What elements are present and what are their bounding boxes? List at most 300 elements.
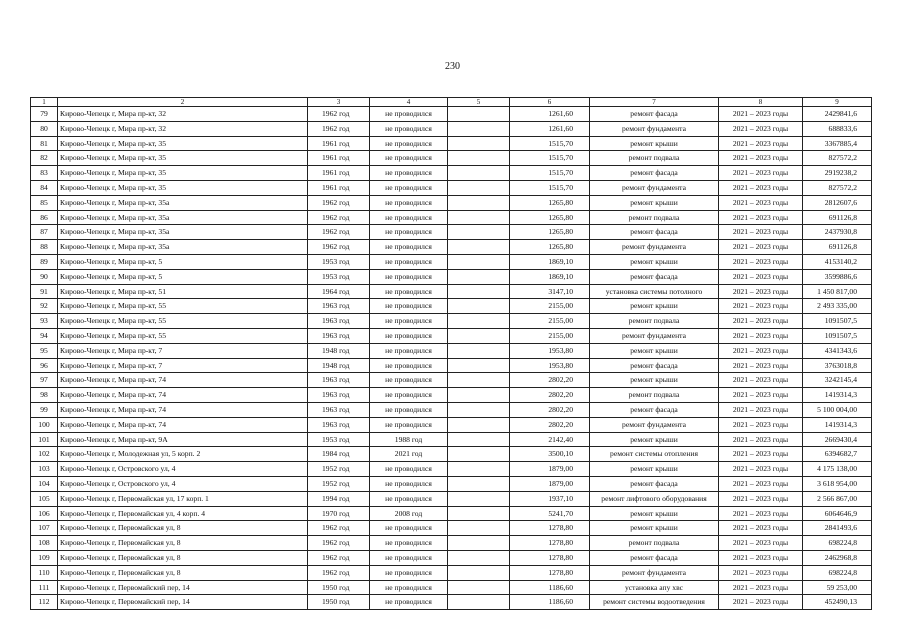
area-cell: 3147,10 [510,284,590,299]
row-number-cell: 85 [31,195,58,210]
last-repair-year-cell: не проводился [370,417,448,432]
address-cell: Кирово-Чепецк г, Первомайская ул, 8 [58,565,308,580]
column-header: 9 [803,98,872,107]
period-cell: 2021 – 2023 годы [719,580,803,595]
work-type-cell: ремонт фасада [590,358,719,373]
period-cell: 2021 – 2023 годы [719,151,803,166]
address-cell: Кирово-Чепецк г, Мира пр-кт, 5 [58,269,308,284]
table-row [31,254,872,269]
work-type-cell: ремонт фасада [590,269,719,284]
row-number-cell: 91 [31,284,58,299]
cost-cell: 452490,13 [803,595,872,610]
table-row [31,151,872,166]
build-year-cell: 1984 год [308,447,370,462]
period-cell: 2021 – 2023 годы [719,462,803,477]
cost-cell: 698224,8 [803,536,872,551]
period-cell: 2021 – 2023 годы [719,417,803,432]
empty-cell-cell [448,388,510,403]
cost-cell: 2841493,6 [803,521,872,536]
empty-cell-cell [448,151,510,166]
build-year-cell: 1962 год [308,550,370,565]
area-cell: 1953,80 [510,343,590,358]
work-type-cell: ремонт фундамента [590,121,719,136]
column-header: 8 [719,98,803,107]
table-row [31,388,872,403]
empty-cell-cell [448,402,510,417]
cost-cell: 59 253,00 [803,580,872,595]
row-number-cell: 104 [31,476,58,491]
address-cell: Кирово-Чепецк г, Мира пр-кт, 35 [58,166,308,181]
address-cell: Кирово-Чепецк г, Мира пр-кт, 35а [58,225,308,240]
work-type-cell: ремонт фасада [590,225,719,240]
cost-cell: 1 450 817,00 [803,284,872,299]
period-cell: 2021 – 2023 годы [719,432,803,447]
build-year-cell: 1963 год [308,417,370,432]
table-row [31,343,872,358]
empty-cell-cell [448,462,510,477]
row-number-cell: 99 [31,402,58,417]
empty-cell-cell [448,373,510,388]
period-cell: 2021 – 2023 годы [719,373,803,388]
empty-cell-cell [448,314,510,329]
row-number-cell: 83 [31,166,58,181]
empty-cell-cell [448,595,510,610]
address-cell: Кирово-Чепецк г, Мира пр-кт, 55 [58,314,308,329]
repair-program-table [30,97,872,610]
build-year-cell: 1961 год [308,180,370,195]
cost-cell: 4 175 138,00 [803,462,872,477]
last-repair-year-cell: 2021 год [370,447,448,462]
row-number-cell: 94 [31,328,58,343]
period-cell: 2021 – 2023 годы [719,565,803,580]
area-cell: 2802,20 [510,373,590,388]
period-cell: 2021 – 2023 годы [719,521,803,536]
cost-cell: 691126,8 [803,240,872,255]
address-cell: Кирово-Чепецк г, Мира пр-кт, 7 [58,343,308,358]
area-cell: 1265,80 [510,195,590,210]
address-cell: Кирово-Чепецк г, Мира пр-кт, 9А [58,432,308,447]
last-repair-year-cell: не проводился [370,343,448,358]
period-cell: 2021 – 2023 годы [719,550,803,565]
period-cell: 2021 – 2023 годы [719,343,803,358]
last-repair-year-cell: не проводился [370,225,448,240]
row-number-cell: 106 [31,506,58,521]
last-repair-year-cell: не проводился [370,536,448,551]
work-type-cell: ремонт крыши [590,521,719,536]
build-year-cell: 1970 год [308,506,370,521]
work-type-cell: ремонт крыши [590,299,719,314]
last-repair-year-cell: не проводился [370,328,448,343]
row-number-cell: 88 [31,240,58,255]
area-cell: 1186,60 [510,580,590,595]
period-cell: 2021 – 2023 годы [719,595,803,610]
last-repair-year-cell: не проводился [370,388,448,403]
work-type-cell: ремонт фундамента [590,180,719,195]
cost-cell: 5 100 004,00 [803,402,872,417]
work-type-cell: ремонт крыши [590,195,719,210]
address-cell: Кирово-Чепецк г, Мира пр-кт, 74 [58,417,308,432]
area-cell: 2802,20 [510,388,590,403]
area-cell: 1265,80 [510,240,590,255]
period-cell: 2021 – 2023 годы [719,299,803,314]
empty-cell-cell [448,521,510,536]
address-cell: Кирово-Чепецк г, Мира пр-кт, 5 [58,254,308,269]
empty-cell-cell [448,580,510,595]
table-row [31,550,872,565]
empty-cell-cell [448,417,510,432]
empty-cell-cell [448,343,510,358]
address-cell: Кирово-Чепецк г, Мира пр-кт, 32 [58,121,308,136]
row-number-cell: 102 [31,447,58,462]
last-repair-year-cell: не проводился [370,284,448,299]
address-cell: Кирово-Чепецк г, Мира пр-кт, 74 [58,388,308,403]
empty-cell-cell [448,210,510,225]
build-year-cell: 1963 год [308,373,370,388]
address-cell: Кирово-Чепецк г, Мира пр-кт, 35 [58,136,308,151]
table-row [31,491,872,506]
address-cell: Кирово-Чепецк г, Первомайский пер, 14 [58,580,308,595]
cost-cell: 1091507,5 [803,328,872,343]
row-number-cell: 95 [31,343,58,358]
work-type-cell: ремонт подвала [590,314,719,329]
table-row [31,240,872,255]
last-repair-year-cell: не проводился [370,121,448,136]
area-cell: 1261,60 [510,121,590,136]
period-cell: 2021 – 2023 годы [719,240,803,255]
period-cell: 2021 – 2023 годы [719,447,803,462]
table-row [31,328,872,343]
cost-cell: 827572,2 [803,151,872,166]
row-number-cell: 112 [31,595,58,610]
row-number-cell: 87 [31,225,58,240]
area-cell: 1515,70 [510,151,590,166]
address-cell: Кирово-Чепецк г, Мира пр-кт, 55 [58,328,308,343]
table-body [31,107,872,610]
table-row [31,107,872,122]
table-row [31,402,872,417]
period-cell: 2021 – 2023 годы [719,284,803,299]
period-cell: 2021 – 2023 годы [719,491,803,506]
empty-cell-cell [448,254,510,269]
cost-cell: 2812607,6 [803,195,872,210]
build-year-cell: 1963 год [308,328,370,343]
area-cell: 1186,60 [510,595,590,610]
address-cell: Кирово-Чепецк г, Мира пр-кт, 35а [58,210,308,225]
work-type-cell: ремонт фасада [590,476,719,491]
area-cell: 1515,70 [510,166,590,181]
last-repair-year-cell: не проводился [370,240,448,255]
build-year-cell: 1961 год [308,166,370,181]
build-year-cell: 1962 год [308,210,370,225]
page-number: 230 [445,61,460,72]
build-year-cell: 1950 год [308,595,370,610]
work-type-cell: ремонт крыши [590,343,719,358]
cost-cell: 6394682,7 [803,447,872,462]
last-repair-year-cell: не проводился [370,402,448,417]
empty-cell-cell [448,269,510,284]
address-cell: Кирово-Чепецк г, Мира пр-кт, 35 [58,151,308,166]
last-repair-year-cell: не проводился [370,269,448,284]
build-year-cell: 1962 год [308,121,370,136]
build-year-cell: 1948 год [308,343,370,358]
cost-cell: 2 566 867,00 [803,491,872,506]
area-cell: 1515,70 [510,180,590,195]
last-repair-year-cell: не проводился [370,136,448,151]
work-type-cell: ремонт фасада [590,166,719,181]
last-repair-year-cell: не проводился [370,550,448,565]
area-cell: 1879,00 [510,476,590,491]
address-cell: Кирово-Чепецк г, Первомайская ул, 17 корп. 1 [58,491,308,506]
area-cell: 2802,20 [510,417,590,432]
work-type-cell: ремонт подвала [590,388,719,403]
last-repair-year-cell: не проводился [370,521,448,536]
column-header: 1 [31,98,58,107]
row-number-cell: 101 [31,432,58,447]
table-row [31,580,872,595]
build-year-cell: 1963 год [308,314,370,329]
row-number-cell: 81 [31,136,58,151]
address-cell: Кирово-Чепецк г, Островского ул, 4 [58,462,308,477]
address-cell: Кирово-Чепецк г, Первомайская ул, 8 [58,521,308,536]
empty-cell-cell [448,476,510,491]
empty-cell-cell [448,195,510,210]
cost-cell: 2 493 335,00 [803,299,872,314]
work-type-cell: ремонт фасада [590,107,719,122]
area-cell: 1879,00 [510,462,590,477]
address-cell: Кирово-Чепецк г, Мира пр-кт, 55 [58,299,308,314]
column-header: 4 [370,98,448,107]
row-number-cell: 108 [31,536,58,551]
address-cell: Кирово-Чепецк г, Первомайская ул, 8 [58,536,308,551]
area-cell: 1278,80 [510,550,590,565]
table-row [31,314,872,329]
build-year-cell: 1964 год [308,284,370,299]
cost-cell: 3 618 954,00 [803,476,872,491]
work-type-cell: ремонт фундамента [590,328,719,343]
work-type-cell: ремонт фундамента [590,240,719,255]
row-number-cell: 110 [31,565,58,580]
table-row [31,195,872,210]
address-cell: Кирово-Чепецк г, Мира пр-кт, 35а [58,195,308,210]
area-cell: 1953,80 [510,358,590,373]
last-repair-year-cell: не проводился [370,462,448,477]
cost-cell: 691126,8 [803,210,872,225]
build-year-cell: 1953 год [308,254,370,269]
empty-cell-cell [448,166,510,181]
column-header: 6 [510,98,590,107]
column-header: 7 [590,98,719,107]
table-row [31,358,872,373]
row-number-cell: 109 [31,550,58,565]
work-type-cell: установка системы потолного [590,284,719,299]
period-cell: 2021 – 2023 годы [719,269,803,284]
row-number-cell: 93 [31,314,58,329]
last-repair-year-cell: 2008 год [370,506,448,521]
table-row [31,521,872,536]
build-year-cell: 1962 год [308,225,370,240]
table-row [31,565,872,580]
work-type-cell: ремонт лифтового оборудования [590,491,719,506]
empty-cell-cell [448,447,510,462]
period-cell: 2021 – 2023 годы [719,402,803,417]
address-cell: Кирово-Чепецк г, Мира пр-кт, 35 [58,180,308,195]
address-cell: Кирово-Чепецк г, Мира пр-кт, 74 [58,373,308,388]
row-number-cell: 82 [31,151,58,166]
row-number-cell: 98 [31,388,58,403]
table-row [31,373,872,388]
table-row [31,210,872,225]
address-cell: Кирово-Чепецк г, Первомайский пер, 14 [58,595,308,610]
area-cell: 2142,40 [510,432,590,447]
area-cell: 1515,70 [510,136,590,151]
build-year-cell: 1962 год [308,107,370,122]
empty-cell-cell [448,432,510,447]
cost-cell: 6064646,9 [803,506,872,521]
row-number-cell: 96 [31,358,58,373]
table-row [31,136,872,151]
work-type-cell: ремонт подвала [590,210,719,225]
cost-cell: 4153140,2 [803,254,872,269]
area-cell: 1261,60 [510,107,590,122]
last-repair-year-cell: не проводился [370,491,448,506]
column-header: 3 [308,98,370,107]
build-year-cell: 1963 год [308,402,370,417]
last-repair-year-cell: не проводился [370,180,448,195]
cost-cell: 2429841,6 [803,107,872,122]
address-cell: Кирово-Чепецк г, Мира пр-кт, 74 [58,402,308,417]
work-type-cell: ремонт подвала [590,536,719,551]
work-type-cell: ремонт фасада [590,550,719,565]
build-year-cell: 1962 год [308,565,370,580]
cost-cell: 2462968,8 [803,550,872,565]
cost-cell: 3763018,8 [803,358,872,373]
row-number-cell: 90 [31,269,58,284]
build-year-cell: 1963 год [308,388,370,403]
build-year-cell: 1962 год [308,536,370,551]
table-row [31,595,872,610]
area-cell: 3500,10 [510,447,590,462]
work-type-cell: ремонт фасада [590,402,719,417]
area-cell: 2802,20 [510,402,590,417]
address-cell: Кирово-Чепецк г, Мира пр-кт, 51 [58,284,308,299]
area-cell: 2155,00 [510,328,590,343]
row-number-cell: 79 [31,107,58,122]
empty-cell-cell [448,328,510,343]
last-repair-year-cell: не проводился [370,107,448,122]
empty-cell-cell [448,136,510,151]
build-year-cell: 1962 год [308,240,370,255]
period-cell: 2021 – 2023 годы [719,476,803,491]
last-repair-year-cell: не проводился [370,151,448,166]
cost-cell: 3242145,4 [803,373,872,388]
table-row [31,284,872,299]
period-cell: 2021 – 2023 годы [719,358,803,373]
area-cell: 1278,80 [510,565,590,580]
empty-cell-cell [448,565,510,580]
address-cell: Кирово-Чепецк г, Островского ул, 4 [58,476,308,491]
work-type-cell: ремонт системы водоотведения [590,595,719,610]
period-cell: 2021 – 2023 годы [719,107,803,122]
row-number-cell: 92 [31,299,58,314]
address-cell: Кирово-Чепецк г, Мира пр-кт, 32 [58,107,308,122]
area-cell: 2155,00 [510,299,590,314]
period-cell: 2021 – 2023 годы [719,210,803,225]
period-cell: 2021 – 2023 годы [719,254,803,269]
table-row [31,269,872,284]
period-cell: 2021 – 2023 годы [719,328,803,343]
table-row [31,476,872,491]
period-cell: 2021 – 2023 годы [719,225,803,240]
cost-cell: 1091507,5 [803,314,872,329]
table-row [31,225,872,240]
empty-cell-cell [448,506,510,521]
build-year-cell: 1961 год [308,151,370,166]
period-cell: 2021 – 2023 годы [719,195,803,210]
empty-cell-cell [448,240,510,255]
cost-cell: 4341343,6 [803,343,872,358]
table-row [31,462,872,477]
area-cell: 1937,10 [510,491,590,506]
empty-cell-cell [448,299,510,314]
build-year-cell: 1948 год [308,358,370,373]
address-cell: Кирово-Чепецк г, Мира пр-кт, 35а [58,240,308,255]
work-type-cell: ремонт крыши [590,506,719,521]
row-number-cell: 105 [31,491,58,506]
period-cell: 2021 – 2023 годы [719,506,803,521]
empty-cell-cell [448,180,510,195]
row-number-cell: 100 [31,417,58,432]
build-year-cell: 1961 год [308,136,370,151]
table-row [31,121,872,136]
cost-cell: 2437930,8 [803,225,872,240]
row-number-cell: 84 [31,180,58,195]
last-repair-year-cell: не проводился [370,195,448,210]
build-year-cell: 1994 год [308,491,370,506]
table-row [31,417,872,432]
last-repair-year-cell: не проводился [370,166,448,181]
last-repair-year-cell: не проводился [370,373,448,388]
last-repair-year-cell: не проводился [370,595,448,610]
column-header: 5 [448,98,510,107]
last-repair-year-cell: не проводился [370,210,448,225]
work-type-cell: ремонт крыши [590,136,719,151]
table-row [31,432,872,447]
address-cell: Кирово-Чепецк г, Мира пр-кт, 7 [58,358,308,373]
table-row [31,180,872,195]
row-number-cell: 80 [31,121,58,136]
area-cell: 1869,10 [510,269,590,284]
work-type-cell: ремонт подвала [590,151,719,166]
row-number-cell: 97 [31,373,58,388]
table-row [31,536,872,551]
cost-cell: 3367885,4 [803,136,872,151]
cost-cell: 688833,6 [803,121,872,136]
column-number-row [31,98,872,107]
address-cell: Кирово-Чепецк г, Первомайская ул, 8 [58,550,308,565]
row-number-cell: 103 [31,462,58,477]
last-repair-year-cell: не проводился [370,254,448,269]
area-cell: 1265,80 [510,225,590,240]
last-repair-year-cell: не проводился [370,580,448,595]
table-row [31,447,872,462]
address-cell: Кирово-Чепецк г, Молодежная ул, 5 корп. 2 [58,447,308,462]
work-type-cell: ремонт крыши [590,432,719,447]
empty-cell-cell [448,536,510,551]
build-year-cell: 1963 год [308,299,370,314]
period-cell: 2021 – 2023 годы [719,180,803,195]
work-type-cell: ремонт системы отопления [590,447,719,462]
build-year-cell: 1953 год [308,432,370,447]
